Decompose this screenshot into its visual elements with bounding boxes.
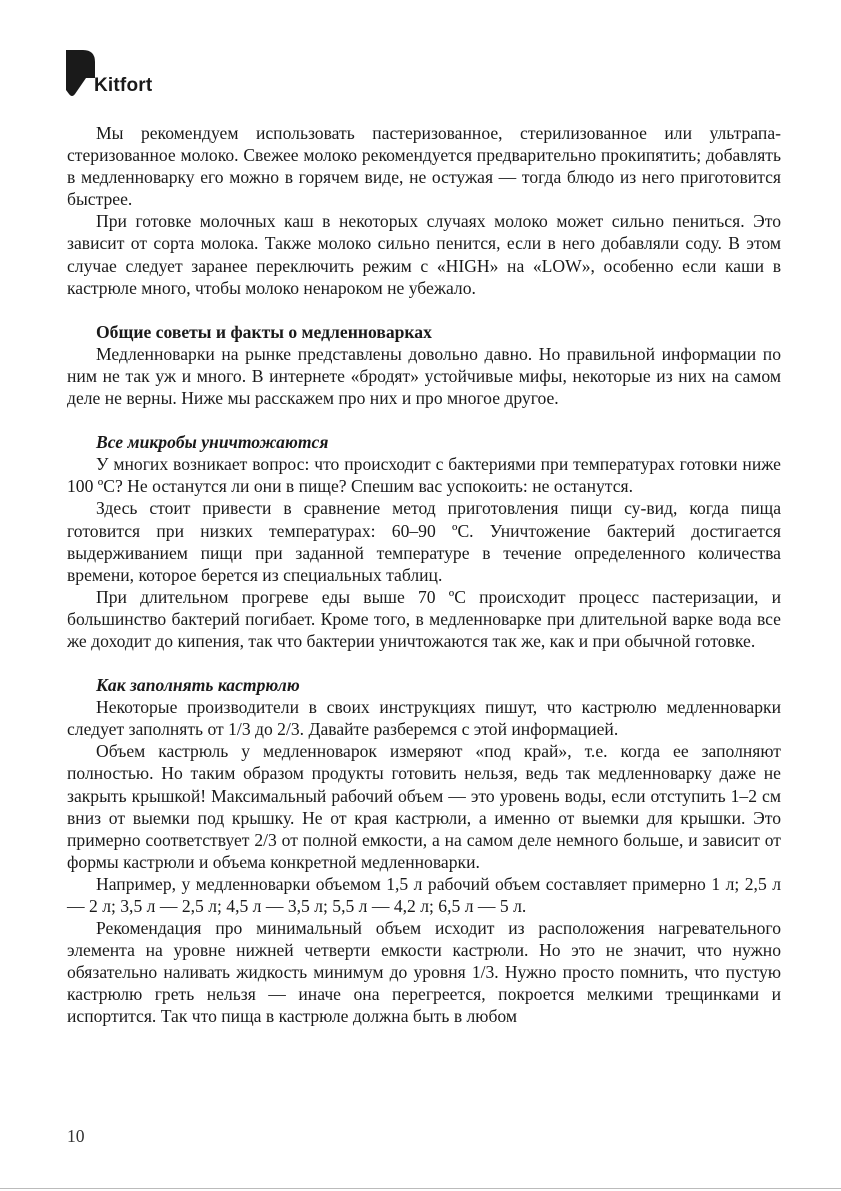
paragraph: Медленноварки на рынке представлены довольно давно. Но правильной информации по ним не так уж и много. В интернете «бродят» устойчивые мифы, некоторые из них на самом деле не верны. Ниже мы расскажем про них и про многое другое. [67,343,781,409]
paragraph: Рекомендация про минимальный объем исходит из расположения нагревательного элемента на уровне нижней четверти емкости кастрюли. Но это не значит, что нужно обязательно наливать жидкость минимум до уровня 1/3. Нужно просто помнить, что пустую кастрюлю греть нельзя — иначе она перегреется, покроется мелкими трещинками и испортится. Так что пища в кастрюле должна быть в любом [67,918,781,1027]
paragraph: При готовке молочных каш в некоторых случаях молоко может сильно пениться. Это зависит от сорта молока. Также молоко сильно пенится, если в него добавляли соду. В этом случае следует заранее переключить режим с «HIGH» на «LOW», особенно если каши в кастрюле много, чтобы молоко ненароком не убежало. [67,211,782,298]
page-body [67,122,781,1028]
brand-name: Kitfort [94,75,153,96]
section-heading: Общие советы и факты о медленноварках [96,321,432,342]
paragraph: Например, у медленноварки объемом 1,5 л рабочий объем составляет примерно 1 л; 2,5 л — 2 л; 3,5 л — 2,5 л; 4,5 л — 3,5 л; 5,5 л — 4,2 л; 6,5 л — 5 л. [67,873,781,916]
kitfort-logo-icon [66,50,96,98]
paragraph: При длительном прогреве еды выше 70 ºС происходит процесс пастеризации, и большинство бактерий погибает. Кроме того, в медленноварке при длительной варке вода все же доходит до кипения, так что бактерии уничтожаются так же, как и при обычной готовке. [67,586,781,651]
subsection-heading: Все микробы уничтожаются [96,432,329,453]
brand-logo [66,50,226,98]
paragraph: Некоторые производители в своих инструкциях пишут, что кастрюлю медленноварки следует заполнять от 1/3 до 2/3. Давайте разберемся с этой информацией. [67,697,781,740]
paragraph: У многих возникает вопрос: что происходит с бактериями при температурах готовки ниже 100 ºС? Не останутся ли они в пище? Спешим вас успокоить: не останутся. [67,454,781,497]
paragraph: Здесь стоит привести в сравнение метод приготовления пищи су-вид, когда пища готовится при низких температурах: 60–90 ºС. Уничтожение бактерий достигается выдерживанием пищи при заданной температуре в течение определенного количества времени, которое берется из специальных таблиц. [67,498,781,585]
subsection-heading: Как заполнять кастрюлю [96,675,300,696]
page-number: 10 [67,1126,85,1146]
bottom-rule [0,1188,841,1189]
paragraph: Объем кастрюль у медленноварок измеряют «под край», т.е. когда ее заполняют полностью. Но таким образом продукты готовить нельзя, ведь так медленноварку даже не закрыть крышкой! Максимальный рабочий объем — это уровень воды, если отступить 1–2 см вниз от выемки под крышку. Не от края кастрюли, а именно от выемки для крышки. Это примерно соответствует 2/3 от полной емкости, а на самом деле немного больше, и зависит от формы кастрюли и объема конкретной медленноварки. [67,741,781,872]
paragraph: Мы рекомендуем использовать пастеризованное, стерилизованное или ультрапастеризованное молоко. Свежее молоко рекомендуется предварительно прокипятить; добавлять в медленноварку его можно в горячем виде, не остужая — тогда блюдо из него приготовится быстрее. [67,123,781,210]
